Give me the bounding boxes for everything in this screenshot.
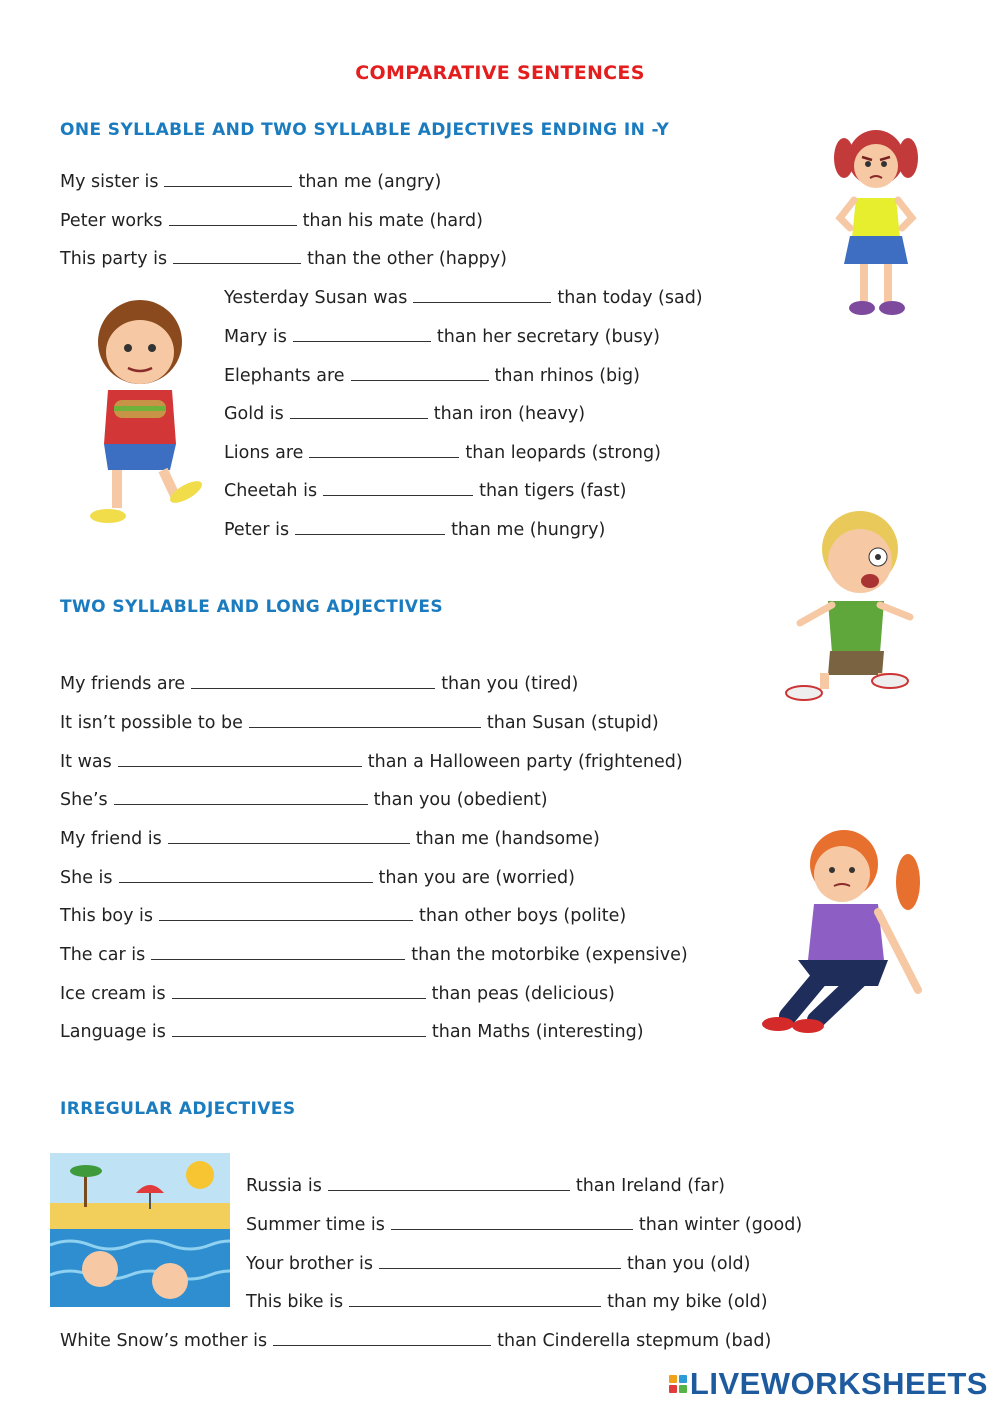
sentence-end: than winter (good) bbox=[638, 1215, 803, 1235]
sentence-end: than a Halloween party (frightened) bbox=[367, 752, 683, 772]
sentence-end: than you (old) bbox=[627, 1254, 751, 1274]
exercise-line bbox=[246, 1174, 725, 1198]
exercise-line bbox=[224, 286, 703, 310]
answer-blank[interactable] bbox=[159, 904, 413, 921]
answer-blank[interactable] bbox=[328, 1174, 570, 1191]
sentence-start: Yesterday Susan was bbox=[224, 288, 408, 308]
exercise-line bbox=[224, 441, 661, 465]
exercise-line bbox=[60, 943, 688, 967]
answer-blank[interactable] bbox=[391, 1213, 633, 1230]
exercise-line bbox=[60, 904, 626, 928]
sentence-end: than Cinderella stepmum (bad) bbox=[497, 1331, 772, 1351]
exercise-line bbox=[60, 711, 659, 735]
answer-blank[interactable] bbox=[173, 247, 301, 264]
answer-blank[interactable] bbox=[118, 750, 362, 767]
exercise-line bbox=[224, 518, 605, 542]
answer-blank[interactable] bbox=[379, 1252, 621, 1269]
sentence-end: than peas (delicious) bbox=[431, 984, 615, 1004]
exercise-line bbox=[224, 402, 585, 426]
exercise-line bbox=[60, 1329, 771, 1353]
answer-blank[interactable] bbox=[351, 364, 489, 381]
answer-blank[interactable] bbox=[293, 325, 431, 342]
answer-blank[interactable] bbox=[295, 518, 445, 535]
answer-blank[interactable] bbox=[151, 943, 405, 960]
sentence-start: She is bbox=[60, 868, 113, 888]
sentence-start: Lions are bbox=[224, 443, 304, 463]
page-title: COMPARATIVE SENTENCES bbox=[355, 62, 645, 84]
sentence-start: The car is bbox=[60, 945, 146, 965]
surprised-boy-illustration bbox=[780, 505, 920, 705]
sentence-start: It was bbox=[60, 752, 112, 772]
liveworksheets-logo[interactable] bbox=[669, 1366, 988, 1402]
sentence-start: Cheetah is bbox=[224, 481, 318, 501]
sentence-end: than Susan (stupid) bbox=[486, 713, 659, 733]
answer-blank[interactable] bbox=[413, 286, 551, 303]
sentence-start: White Snow’s mother is bbox=[60, 1331, 268, 1351]
sentence-end: than you (obedient) bbox=[373, 790, 548, 810]
exercise-line bbox=[246, 1213, 802, 1237]
sentence-end: than today (sad) bbox=[557, 288, 703, 308]
boy-eating-sandwich-illustration bbox=[78, 294, 208, 530]
answer-blank[interactable] bbox=[164, 170, 292, 187]
sentence-end: than other boys (polite) bbox=[419, 906, 627, 926]
sentence-start: This bike is bbox=[246, 1292, 344, 1312]
sentence-start: It isn’t possible to be bbox=[60, 713, 243, 733]
section-heading-long-adjectives: TWO SYLLABLE AND LONG ADJECTIVES bbox=[60, 597, 444, 617]
sentence-start: This boy is bbox=[60, 906, 154, 926]
sentence-start: Elephants are bbox=[224, 366, 345, 386]
exercise-line bbox=[60, 209, 483, 233]
sentence-end: than tigers (fast) bbox=[479, 481, 627, 501]
logo-blocks-icon bbox=[669, 1375, 687, 1393]
angry-girl-illustration bbox=[826, 118, 926, 324]
exercise-line bbox=[60, 750, 683, 774]
section-heading-one-syllable: ONE SYLLABLE AND TWO SYLLABLE ADJECTIVES ENDING IN -Y bbox=[60, 120, 670, 140]
sentence-start: My friend is bbox=[60, 829, 162, 849]
sentence-start: Your brother is bbox=[246, 1254, 374, 1274]
sentence-start: She’s bbox=[60, 790, 108, 810]
sentence-start: This party is bbox=[60, 249, 168, 269]
exercise-line bbox=[246, 1252, 750, 1276]
answer-blank[interactable] bbox=[191, 672, 435, 689]
answer-blank[interactable] bbox=[172, 1020, 426, 1037]
sentence-end: than Ireland (far) bbox=[575, 1176, 725, 1196]
section-heading-irregular: IRREGULAR ADJECTIVES bbox=[60, 1099, 296, 1119]
answer-blank[interactable] bbox=[114, 788, 368, 805]
sentence-end: than you (tired) bbox=[441, 674, 579, 694]
sentence-start: Peter is bbox=[224, 520, 290, 540]
sentence-start: My friends are bbox=[60, 674, 186, 694]
answer-blank[interactable] bbox=[249, 711, 481, 728]
exercise-line bbox=[224, 325, 660, 349]
exercise-line bbox=[246, 1290, 768, 1314]
exercise-line bbox=[60, 170, 441, 194]
sentence-start: Summer time is bbox=[246, 1215, 385, 1235]
sentence-start: Ice cream is bbox=[60, 984, 166, 1004]
sentence-start: Russia is bbox=[246, 1176, 322, 1196]
sentence-end: than my bike (old) bbox=[607, 1292, 768, 1312]
exercise-line bbox=[60, 1020, 644, 1044]
exercise-line bbox=[224, 479, 626, 503]
exercise-line bbox=[60, 866, 575, 890]
sentence-end: than his mate (hard) bbox=[302, 211, 483, 231]
exercise-line bbox=[60, 827, 600, 851]
sentence-start: Mary is bbox=[224, 327, 287, 347]
answer-blank[interactable] bbox=[349, 1290, 601, 1307]
answer-blank[interactable] bbox=[168, 827, 410, 844]
beach-scene-illustration bbox=[50, 1153, 230, 1307]
logo-text: LIVEWORKSHEETS bbox=[689, 1366, 988, 1401]
sentence-end: than her secretary (busy) bbox=[436, 327, 660, 347]
sentence-start: Peter works bbox=[60, 211, 163, 231]
sentence-end: than me (handsome) bbox=[415, 829, 600, 849]
exercise-line bbox=[60, 788, 548, 812]
worried-girl-illustration bbox=[758, 820, 936, 1036]
sentence-end: than the motorbike (expensive) bbox=[411, 945, 688, 965]
exercise-line bbox=[60, 247, 507, 271]
exercise-line bbox=[60, 982, 615, 1006]
sentence-end: than me (hungry) bbox=[451, 520, 606, 540]
sentence-start: Language is bbox=[60, 1022, 166, 1042]
answer-blank[interactable] bbox=[169, 209, 297, 226]
answer-blank[interactable] bbox=[119, 866, 373, 883]
sentence-end: than the other (happy) bbox=[307, 249, 507, 269]
exercise-line bbox=[224, 364, 640, 388]
answer-blank[interactable] bbox=[290, 402, 428, 419]
answer-blank[interactable] bbox=[273, 1329, 491, 1346]
answer-blank[interactable] bbox=[323, 479, 473, 496]
answer-blank[interactable] bbox=[309, 441, 459, 458]
sentence-end: than me (angry) bbox=[298, 172, 442, 192]
sentence-end: than rhinos (big) bbox=[494, 366, 640, 386]
sentence-end: than leopards (strong) bbox=[465, 443, 661, 463]
exercise-line bbox=[60, 672, 578, 696]
sentence-end: than iron (heavy) bbox=[433, 404, 586, 424]
sentence-end: than Maths (interesting) bbox=[431, 1022, 644, 1042]
sentence-end: than you are (worried) bbox=[378, 868, 575, 888]
sentence-start: Gold is bbox=[224, 404, 284, 424]
sentence-start: My sister is bbox=[60, 172, 159, 192]
answer-blank[interactable] bbox=[172, 982, 426, 999]
